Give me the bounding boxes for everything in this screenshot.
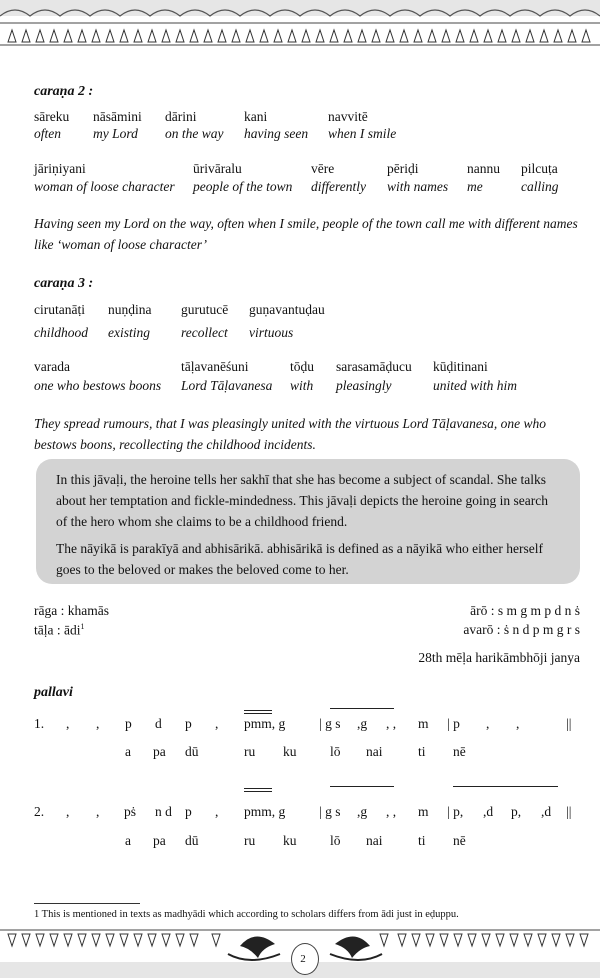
footnote-rule — [34, 903, 140, 904]
swara: , — [516, 716, 520, 731]
word: nannu — [467, 161, 500, 176]
word: navvitē — [328, 109, 368, 124]
sahitya-syllable: ru — [244, 833, 256, 848]
swara: | g s — [319, 804, 341, 819]
swara: , — [96, 804, 100, 819]
word: kūḍitinani — [433, 359, 488, 374]
meaning: my Lord — [93, 126, 138, 141]
word: varada — [34, 359, 70, 374]
sahitya-syllable: ti — [418, 833, 426, 848]
swara: d — [155, 716, 162, 731]
word: gurutucē — [181, 302, 229, 317]
sahitya-syllable: nē — [453, 833, 466, 848]
meaning: pleasingly — [336, 378, 392, 393]
meaning: calling — [521, 179, 559, 194]
meaning: woman of loose character — [34, 179, 175, 194]
meaning: with names — [387, 179, 449, 194]
sahitya-syllable: lō — [330, 833, 341, 848]
double-overline — [244, 710, 272, 714]
word: cirutanāṭi — [34, 302, 85, 317]
swara: | p, — [447, 804, 464, 819]
swara: , — [215, 804, 219, 819]
swara: , — [215, 716, 219, 731]
swara: | g s — [319, 716, 341, 731]
word: pēriḍi — [387, 161, 419, 176]
word: jāriṇiyani — [34, 161, 86, 176]
swara: | p — [447, 716, 460, 731]
word: nāsāmini — [93, 109, 142, 124]
overline — [330, 708, 394, 709]
meaning: me — [467, 179, 483, 194]
swara: m — [418, 804, 429, 819]
sahitya-syllable: ku — [283, 833, 297, 848]
word: vēre — [311, 161, 335, 176]
top-ornamental-border — [0, 0, 600, 50]
meaning: on the way — [165, 126, 224, 141]
swara: p — [185, 804, 192, 819]
swara: pṡ — [124, 804, 137, 819]
arohana: ārō : s m g m p d n ṡ — [470, 603, 580, 618]
swara: , , — [386, 716, 397, 731]
double-overline — [244, 788, 272, 792]
swara: , — [66, 804, 70, 819]
mela-info: 28th mēḷa harikāmbhōji janya — [418, 650, 580, 665]
note-paragraph-1: In this jāvaḷi, the heroine tells her sakhī that she has become a subject of scandal. She talks about her temptation and fickle-mindedness. This jāvaḷi depicts the heroine going in search of the hero whom she claims to be a childhood friend. — [56, 472, 548, 529]
word: kani — [244, 109, 268, 124]
sahitya-syllable: a — [125, 833, 131, 848]
sahitya-syllable: pa — [153, 833, 166, 848]
word: sāreku — [34, 109, 70, 124]
meaning: virtuous — [249, 325, 294, 340]
overline — [330, 786, 394, 787]
meaning: recollect — [181, 325, 228, 340]
carana-2-heading: caraṇa 2 : — [34, 84, 94, 99]
word: dārini — [165, 109, 197, 124]
word: sarasamāḍucu — [336, 359, 412, 374]
footnote-marker: 1 — [80, 622, 85, 631]
word: tāḷavanēśuni — [181, 359, 249, 374]
word: ūrivāralu — [193, 161, 242, 176]
swara: p — [125, 716, 132, 731]
sahitya-syllable: ru — [244, 744, 256, 759]
sahitya-syllable: nai — [366, 744, 383, 759]
raga-line: rāga : khamās — [34, 603, 109, 618]
swara: ,g — [357, 804, 368, 819]
meaning: having seen — [244, 126, 309, 141]
swara: n d — [155, 804, 172, 819]
swara: , — [66, 716, 70, 731]
sahitya-syllable: dū — [185, 744, 199, 759]
overline — [453, 786, 558, 787]
word: guṇavantuḍau — [249, 302, 325, 317]
carana-3-heading: caraṇa 3 : — [34, 276, 94, 291]
swara: ,d — [483, 804, 494, 819]
footnote: 1 This is mentioned in texts as madhyādi which according to scholars differs from ādi just in eḍuppu. — [34, 909, 459, 920]
swara: m — [418, 716, 429, 731]
swara: pmm, g — [244, 716, 286, 731]
carana-3-translation: They spread rumours, that I was pleasingly united with the virtuous Lord Tāḷavanesa, one who bestows boons, recollecting the childhood incidents. — [34, 416, 546, 452]
tala-line: tāḷa : ādi$^1$ — [34, 622, 85, 638]
avarohana: avarō : ṡ n d p m g r s — [463, 622, 580, 637]
pallavi-heading: pallavi — [34, 685, 73, 700]
swara: 1. — [34, 716, 45, 731]
meaning: one who bestows boons — [34, 378, 162, 393]
page-number: 2 — [300, 953, 306, 965]
sahitya-syllable: lō — [330, 744, 341, 759]
meaning: when I smile — [328, 126, 397, 141]
meaning: existing — [108, 325, 150, 340]
swara: ,g — [357, 716, 368, 731]
swara: , , — [386, 804, 397, 819]
sahitya-syllable: a — [125, 744, 131, 759]
swara: 2. — [34, 804, 45, 819]
meaning: Lord Tāḷavanesa — [181, 378, 273, 393]
meaning: often — [34, 126, 61, 141]
swara: || — [566, 804, 572, 819]
swara: , — [486, 716, 490, 731]
meaning: united with him — [433, 378, 517, 393]
sahitya-syllable: ku — [283, 744, 297, 759]
word: pilcuṭa — [521, 161, 558, 176]
meaning: differently — [311, 179, 366, 194]
sahitya-syllable: nē — [453, 744, 466, 759]
swara: || — [566, 716, 572, 731]
note-paragraph-2: The nāyikā is parakīyā and abhisārikā. abhisārikā is defined as a nāyikā who either herself goes to the beloved or makes the beloved come to her. — [56, 541, 543, 577]
meaning: with — [290, 378, 314, 393]
swara: p, — [511, 804, 522, 819]
sahitya-syllable: dū — [185, 833, 199, 848]
note-box — [36, 459, 580, 584]
word: nuṇḍina — [108, 302, 152, 317]
meaning: people of the town — [193, 179, 293, 194]
sahitya-syllable: ti — [418, 744, 426, 759]
word: tōḍu — [290, 359, 315, 374]
swara: p — [185, 716, 192, 731]
swara: , — [96, 716, 100, 731]
sahitya-syllable: nai — [366, 833, 383, 848]
sahitya-syllable: pa — [153, 744, 166, 759]
meaning: childhood — [34, 325, 88, 340]
swara: pmm, g — [244, 804, 286, 819]
swara: ,d — [541, 804, 552, 819]
carana-2-translation: Having seen my Lord on the way, often when I smile, people of the town call me with different names like ‘woman of loose character’ — [34, 216, 578, 252]
